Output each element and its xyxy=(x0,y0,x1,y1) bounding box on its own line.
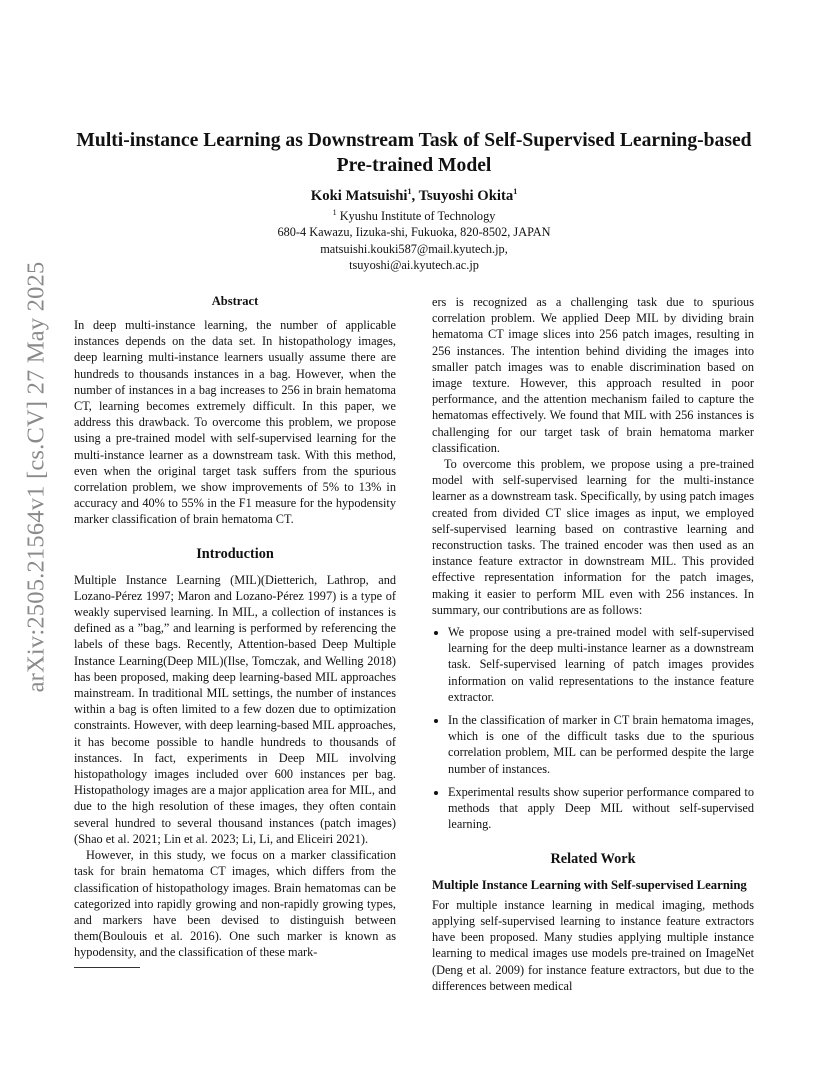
abstract-heading: Abstract xyxy=(211,294,259,308)
affiliation-institution-line xyxy=(70,208,758,224)
footnote-rule xyxy=(74,967,140,968)
introduction-paragraph: To overcome this problem, we propose using a pre-trained model with self-supervised learning for the multi-instance learner as a downstream task. Specifically, by using patch images created from divided CT slice images as input, we employed self-supervised learning based on contrastive learning and reconstruction tasks. The trained encoder was then used as an instance feature extractor in downstream MIL. This provided effective representation information for the patch images, making it easier to perform MIL even with 256 instances. In summary, our contributions are as follows: xyxy=(432,457,754,617)
arxiv-id-text: arXiv:2505.21564v1 [cs.CV] 27 May 2025 xyxy=(22,261,50,693)
author-affiliation-mark: 1 xyxy=(513,187,518,197)
affiliation-mark: 1 xyxy=(332,207,337,217)
right-column xyxy=(432,294,754,994)
author-name: Tsuyoshi Okita xyxy=(418,188,514,204)
related-work-subheading: Multiple Instance Learning with Self-supervised Learning xyxy=(432,877,747,892)
author-affiliation-mark: 1 xyxy=(407,187,412,197)
related-work-heading: Related Work xyxy=(550,850,636,867)
paper-title: Multi-instance Learning as Downstream Task of Self-Supervised Learning-based Pre-trained Model xyxy=(76,130,752,176)
author-email: matsuishi.kouki587@mail.kyutech.jp, xyxy=(320,241,508,256)
abstract-text: In deep multi-instance learning, the number of applicable instances depends on the data set. In histopathology images, deep learning multi-instance learners usually assume there are hundreds to thousands instances in a bag. However, when the number of instances in a bag increases to 256 in brain hematoma CT, learning becomes extremely difficult. In this paper, we address this drawback. To overcome this problem, we propose using a pre-trained model with self-supervised learning for the multi-instance learner as a downstream task. With this method, even when the original target task suffers from the spurious correlation problem, we show improvements of 5% to 13% in accuracy and 40% to 55% in the F1 measure for the hypodensity marker classification of brain hematoma CT. xyxy=(74,318,396,527)
introduction-paragraph-continued: ers is recognized as a challenging task due to spurious correlation problem. We applied Deep MIL by dividing brain hematoma CT image slices into 256 patch images, resulting in 256 instances. The intention behind dividing the images into smaller patch images was to enable discrimination based on image texture. However, this approach resulted in poor performance, and the attention mechanism failed to capture the hematomas effectively. We found that MIL with 256 instances is challenging for our target task of brain hematoma marker classification. xyxy=(432,295,754,455)
introduction-paragraph: However, in this study, we focus on a marker classification task for brain hematoma CT images, which differs from the classification of histopathology images. Brain hematomas can be categorized into rapidly growing and non-rapidly growing types, and markers have been devised to distinguish between them(Boulouis et al. 2016). One such marker is known as hypodensity, and the classification of these mark- xyxy=(74,848,396,960)
contribution-item: • In the classification of marker in CT brain hematoma images, which is one of the difficult tasks due to the spurious correlation problem, MIL can be performed despite the large number of instances. xyxy=(448,712,754,777)
affiliation-block xyxy=(70,208,758,274)
contributions-list xyxy=(432,624,754,832)
author-separator: , xyxy=(411,188,419,204)
introduction-heading: Introduction xyxy=(196,545,274,562)
author-email: tsuyoshi@ai.kyutech.ac.jp xyxy=(349,258,479,273)
introduction-paragraph: Multiple Instance Learning (MIL)(Dietterich, Lathrop, and Lozano-Pérez 1997; Maron and Lozano-Pérez 1997) is a type of weakly supervised learning. In MIL, a collection of instances is defined as a ”bag,” and learning is performed by referencing the labels of these bags. Recently, Attention-based Deep Multiple Instance Learning(Deep MIL)(Ilse, Tomczak, and Welling 2018) has been proposed, making deep learning-based MIL approaches mainstream. In traditional MIL settings, the number of instances within a bag is often limited to a few dozen due to optimization constraints. However, with deep learning-based MIL approaches, it has become possible to handle hundreds to thousands of instances. In fact, experiments in Deep MIL involving histopathology images included over 600 instances per bag. Histopathology images are a major application area for MIL, and due to the high resolution of these images, they often contain several hundred to several thousand instances (patch images)(Shao et al. 2021; Lin et al. 2023; Li, Li, and Eliceiri 2021). xyxy=(74,572,396,846)
contribution-item: • We propose using a pre-trained model with self-supervised learning for the deep multi-instance learner as a downstream task. Self-supervised learning of patch images provides information on valid representations to the instance feature extractor. xyxy=(448,624,754,705)
author-list xyxy=(70,186,758,206)
affiliation-address: 680-4 Kawazu, Iizuka-shi, Fukuoka, 820-8502, JAPAN xyxy=(277,225,551,240)
related-work-paragraph: For multiple instance learning in medical imaging, methods applying self-supervised learning to instance feature extractors have been proposed. Many studies applying multiple instance learning to medical images use models pre-trained on ImageNet (Deng et al. 2009) for instance feature extractors, but due to the differences between medical xyxy=(432,897,754,993)
contribution-item: • Experimental results show superior performance compared to methods that apply Deep MIL without self-supervised learning. xyxy=(448,784,754,833)
author-name: Koki Matsuishi xyxy=(310,188,408,204)
left-column xyxy=(74,294,396,968)
affiliation-institution: Kyushu Institute of Technology xyxy=(339,209,496,223)
arxiv-identifier xyxy=(16,261,56,693)
